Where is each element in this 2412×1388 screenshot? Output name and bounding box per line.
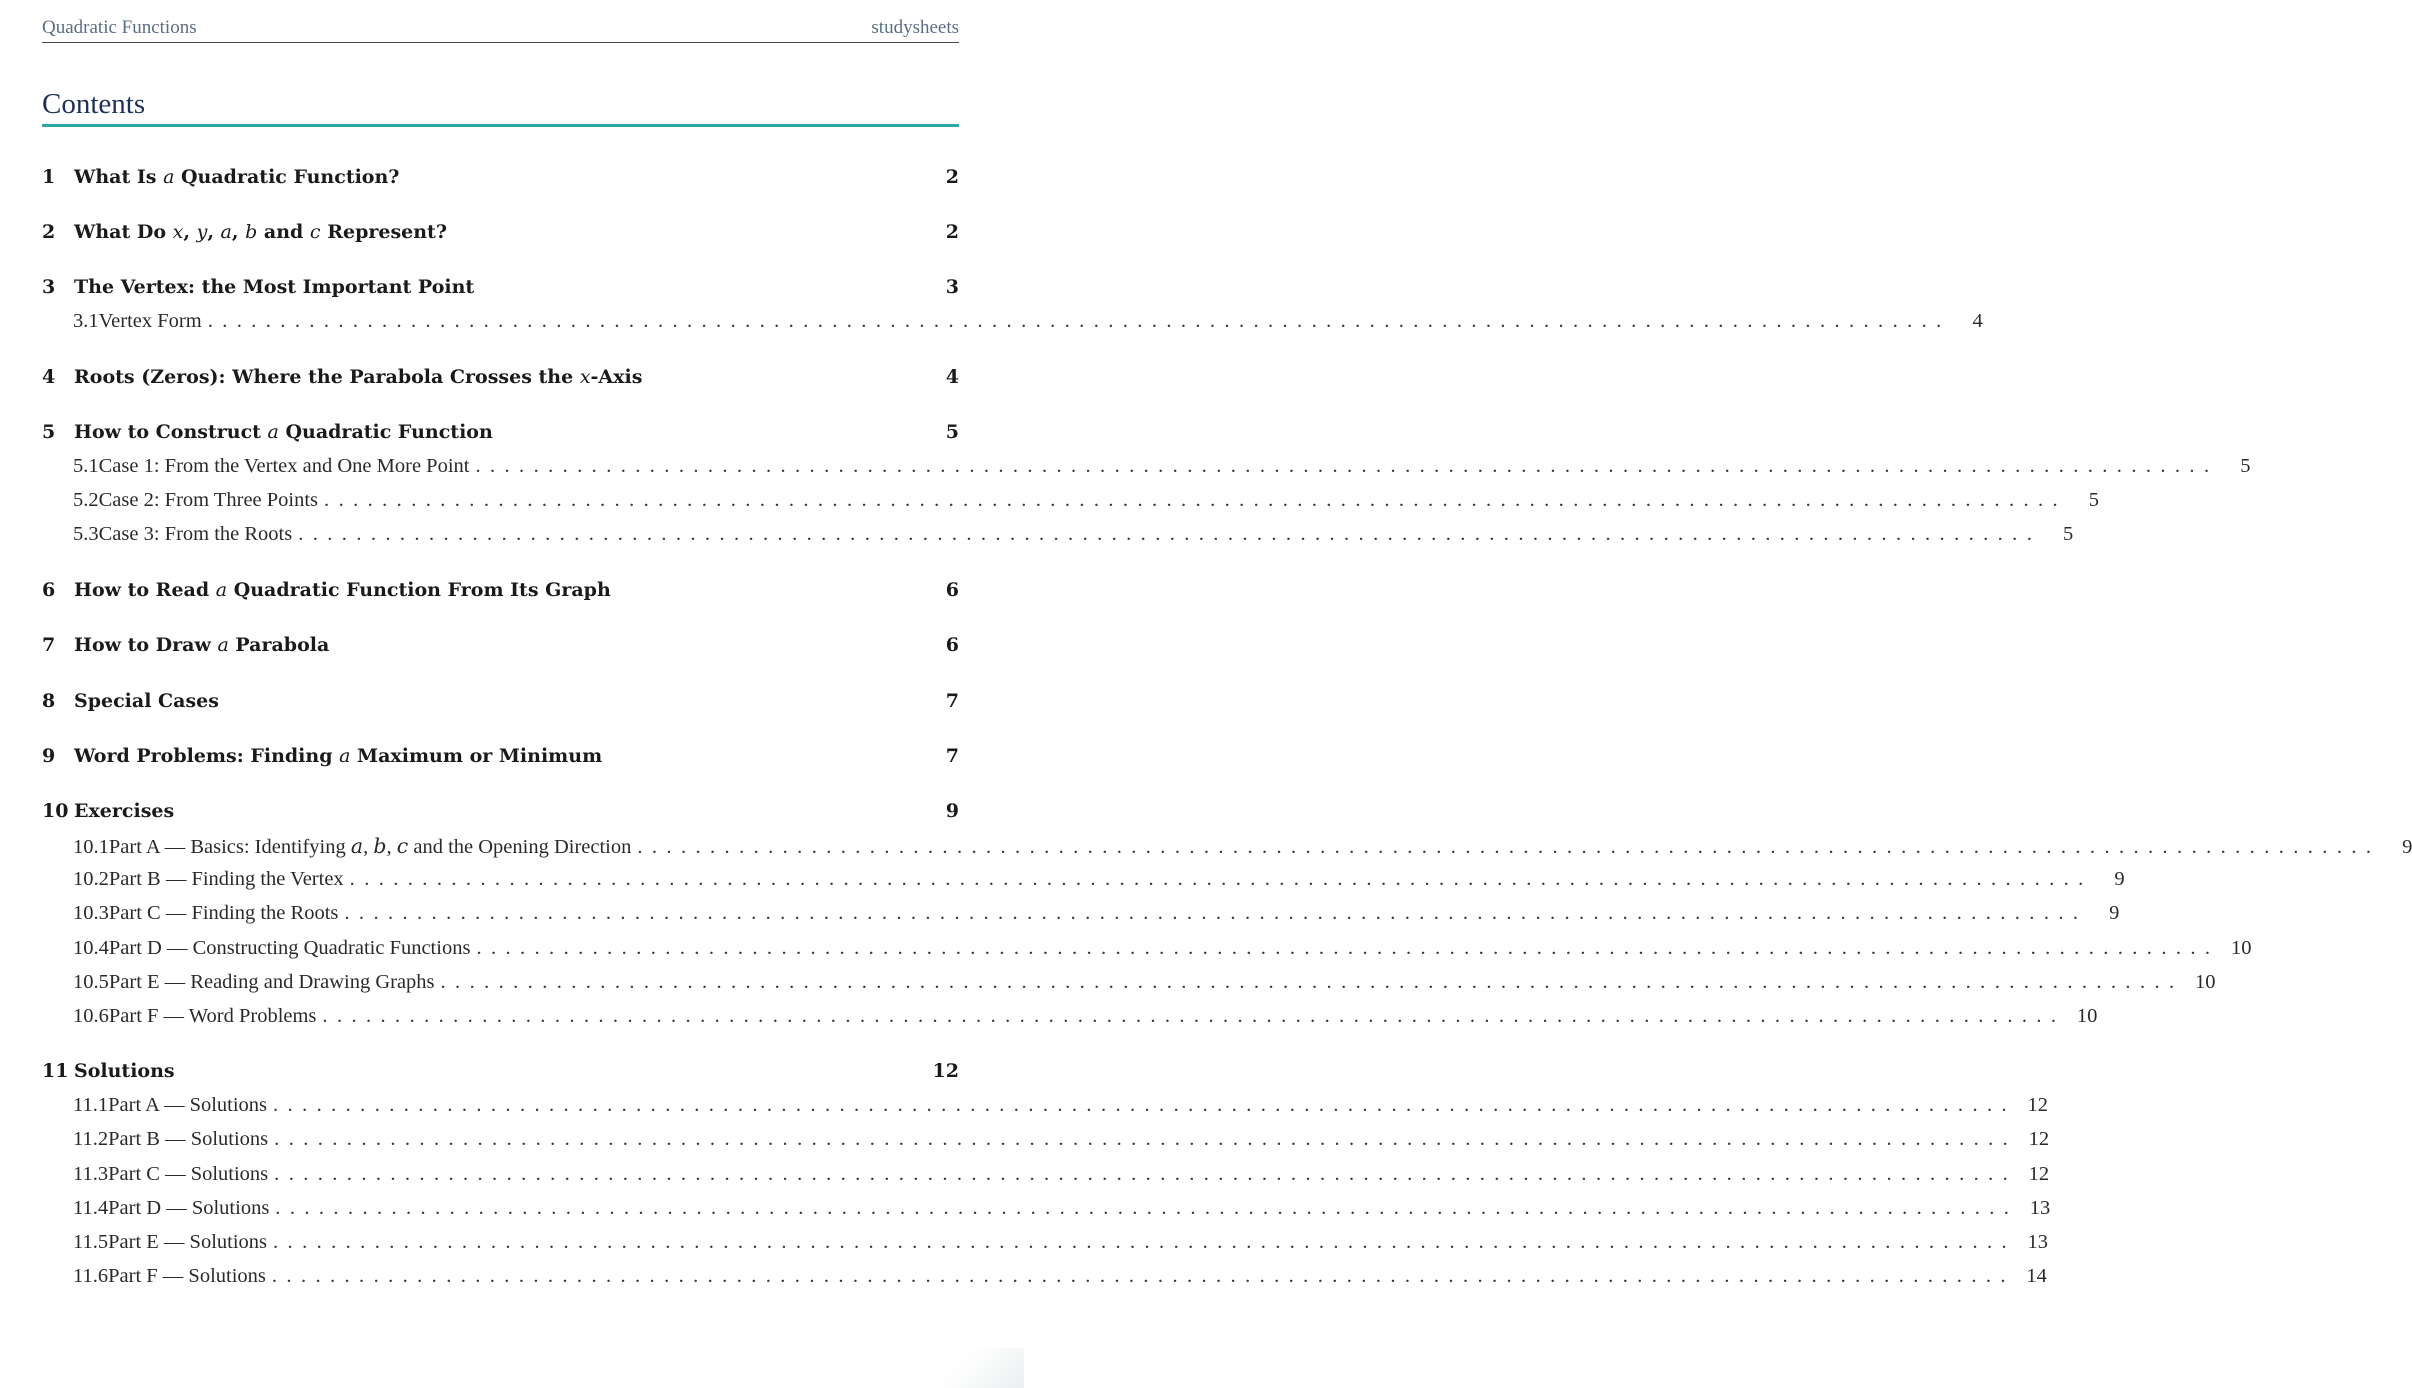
- toc-entry-title: Part C — Finding the Roots: [108, 902, 339, 924]
- toc-subsection-entry[interactable]: [42, 834, 2412, 864]
- toc-entry-number: 10: [42, 800, 69, 822]
- toc-entry-page-number: 7: [945, 690, 959, 712]
- toc-subsection-entry[interactable]: [42, 489, 2100, 519]
- toc-entry-title: Exercises: [74, 800, 175, 822]
- toc-entry-number: 10.2: [73, 868, 109, 890]
- toc-entry-page-number: 4: [1972, 310, 1983, 332]
- toc-entry-title: How to Construct a Quadratic Function: [74, 421, 493, 443]
- toc-subsection-entry[interactable]: [42, 1163, 2050, 1193]
- toc-section-entry[interactable]: [42, 800, 959, 830]
- toc-entry-title: Word Problems: Finding a Maximum or Minimum: [74, 745, 603, 767]
- toc-entry-number: 3.1: [73, 310, 99, 332]
- toc-entry-page-number: 2: [945, 166, 959, 188]
- toc-entry-number: 6: [42, 579, 56, 601]
- toc-entry-number: 11.1: [73, 1094, 109, 1116]
- toc-entry-page-number: 9: [945, 800, 959, 822]
- toc-entry-number: 10.6: [73, 1005, 109, 1027]
- contents-heading: Contents: [42, 88, 959, 127]
- toc-entry-number: 9: [42, 745, 56, 767]
- toc-entry-page-number: 10: [2076, 1005, 2098, 1027]
- toc-entry-title: Part D — Solutions: [108, 1197, 270, 1219]
- toc-entry-number: 11.6: [73, 1265, 109, 1287]
- toc-subsection-entry[interactable]: [42, 1197, 2051, 1227]
- dot-leader: ........................................................................................................................: [637, 836, 2381, 858]
- toc-entry-title: Part F — Solutions: [108, 1265, 266, 1287]
- toc-entry-title: Solutions: [74, 1060, 175, 1082]
- toc-entry-page-number: 4: [945, 366, 959, 388]
- toc-entry-page-number: 10: [2195, 971, 2216, 993]
- toc-subsection-entry[interactable]: [42, 868, 2125, 898]
- toc-entry-page-number: 3: [945, 276, 959, 298]
- dot-leader: ........................................................................................................................: [271, 1265, 2015, 1287]
- toc-entry-page-number: 5: [2088, 489, 2100, 511]
- toc-subsection-entry[interactable]: [42, 1094, 2049, 1124]
- running-header: [42, 16, 959, 43]
- toc-entry-number: 5: [42, 421, 56, 443]
- toc-entry-title: Case 3: From the Roots: [98, 523, 293, 545]
- toc-entry-page-number: 12: [2028, 1163, 2050, 1185]
- toc-entry-title: How to Read a Quadratic Function From Its Graph: [74, 579, 611, 601]
- toc-subsection-entry[interactable]: [42, 1005, 2098, 1035]
- dot-leader: ........................................................................................................................: [275, 1197, 2019, 1219]
- toc-entry-page-number: 12: [2027, 1094, 2049, 1116]
- dot-leader: ........................................................................................................................: [349, 868, 2093, 890]
- header-document-title: Quadratic Functions: [42, 17, 197, 38]
- toc-entry-page-number: 7: [945, 745, 959, 767]
- toc-entry-title: Part C — Solutions: [108, 1163, 269, 1185]
- toc-entry-page-number: 9: [2402, 836, 2412, 858]
- dot-leader: ........................................................................................................................: [207, 310, 1951, 332]
- toc-entry-page-number: 12: [2028, 1128, 2050, 1150]
- toc-section-entry[interactable]: [42, 634, 959, 664]
- dot-leader: ........................................................................................................................: [273, 1094, 2017, 1116]
- toc-entry-title: Part E — Solutions: [108, 1231, 268, 1253]
- toc-section-entry[interactable]: [42, 745, 959, 775]
- toc-entry-number: 11: [42, 1060, 69, 1082]
- toc-entry-number: 7: [42, 634, 56, 656]
- toc-entry-page-number: 10: [2230, 937, 2252, 959]
- toc-entry-page-number: 5: [2240, 455, 2251, 477]
- dot-leader: ........................................................................................................................: [322, 1005, 2066, 1027]
- toc-entry-number: 3: [42, 276, 56, 298]
- dot-leader: ........................................................................................................................: [476, 937, 2220, 959]
- dot-leader: ........................................................................................................................: [274, 1128, 2018, 1150]
- toc-entry-title: Roots (Zeros): Where the Parabola Crosses the x-Axis: [74, 366, 643, 388]
- toc-section-entry[interactable]: [42, 579, 959, 609]
- dot-leader: ........................................................................................................................: [440, 971, 2184, 993]
- toc-entry-number: 11.3: [73, 1163, 109, 1185]
- toc-entry-number: 11.5: [73, 1231, 109, 1253]
- toc-entry-page-number: 9: [2114, 868, 2125, 890]
- toc-entry-title: Case 2: From Three Points: [98, 489, 319, 511]
- toc-entry-page-number: 13: [2029, 1197, 2051, 1219]
- toc-section-entry[interactable]: [42, 421, 959, 451]
- toc-subsection-entry[interactable]: [42, 1128, 2050, 1158]
- dot-leader: ........................................................................................................................: [344, 902, 2088, 924]
- toc-entry-title: Part E — Reading and Drawing Graphs: [108, 971, 435, 993]
- toc-entry-page-number: 2: [945, 221, 959, 243]
- toc-entry-page-number: 6: [945, 579, 959, 601]
- dot-leader: ........................................................................................................................: [273, 1231, 2017, 1253]
- toc-section-entry[interactable]: [42, 276, 959, 306]
- toc-entry-title: The Vertex: the Most Important Point: [74, 276, 475, 298]
- toc-entry-number: 11.2: [73, 1128, 109, 1150]
- toc-entry-page-number: 6: [945, 634, 959, 656]
- toc-entry-number: 8: [42, 690, 56, 712]
- toc-entry-title: Part D — Constructing Quadratic Functions: [108, 937, 471, 959]
- toc-section-entry[interactable]: [42, 690, 959, 720]
- toc-entry-title: Special Cases: [74, 690, 219, 712]
- toc-section-entry[interactable]: [42, 221, 959, 251]
- dot-leader: ........................................................................................................................: [324, 489, 2068, 511]
- toc-section-entry[interactable]: [42, 366, 959, 396]
- toc-subsection-entry[interactable]: [42, 523, 2074, 553]
- toc-entry-number: 5.2: [73, 489, 99, 511]
- dot-leader: ........................................................................................................................: [475, 455, 2219, 477]
- toc-entry-title: Case 1: From the Vertex and One More Point: [98, 455, 470, 477]
- toc-entry-title: Vertex Form: [98, 310, 202, 332]
- toc-entry-number: 10.3: [73, 902, 109, 924]
- toc-entry-title: Part A — Basics: Identifying a, b, c and the Opening Direction: [108, 834, 632, 858]
- toc-subsection-entry[interactable]: [42, 310, 1983, 340]
- toc-entry-title: How to Draw a Parabola: [74, 634, 330, 656]
- toc-entry-page-number: 5: [2062, 523, 2074, 545]
- toc-section-entry[interactable]: [42, 1060, 959, 1090]
- toc-entry-title: What Do x, y, a, b and c Represent?: [74, 221, 447, 243]
- toc-subsection-entry[interactable]: [42, 1231, 2049, 1261]
- toc-entry-number: 2: [42, 221, 56, 243]
- toc-entry-title: Part F — Word Problems: [108, 1005, 317, 1027]
- dot-leader: ........................................................................................................................: [298, 523, 2042, 545]
- toc-entry-page-number: 13: [2027, 1231, 2049, 1253]
- page-corner-shadow: [914, 1348, 1024, 1388]
- toc-entry-number: 1: [42, 166, 56, 188]
- toc-entry-number: 4: [42, 366, 56, 388]
- toc-subsection-entry[interactable]: [42, 1265, 2047, 1295]
- toc-entry-page-number: 5: [945, 421, 959, 443]
- toc-entry-page-number: 14: [2026, 1265, 2047, 1287]
- toc-subsection-entry[interactable]: [42, 971, 2216, 1001]
- dot-leader: ........................................................................................................................: [274, 1163, 2018, 1185]
- toc-subsection-entry[interactable]: [42, 902, 2120, 932]
- toc-entry-number: 10.5: [73, 971, 109, 993]
- toc-entry-title: Part B — Finding the Vertex: [108, 868, 344, 890]
- toc-entry-title: What Is a Quadratic Function?: [74, 166, 400, 188]
- header-publisher: studysheets: [871, 17, 959, 38]
- toc-entry-title: Part B — Solutions: [108, 1128, 269, 1150]
- toc-entry-title: Part A — Solutions: [108, 1094, 268, 1116]
- toc-entry-number: 5.3: [73, 523, 99, 545]
- toc-entry-number: 10.1: [73, 836, 109, 858]
- toc-subsection-entry[interactable]: [42, 937, 2252, 967]
- toc-entry-page-number: 9: [2109, 902, 2120, 924]
- toc-entry-page-number: 12: [932, 1060, 959, 1082]
- toc-entry-number: 11.4: [73, 1197, 109, 1219]
- toc-entry-number: 10.4: [73, 937, 109, 959]
- toc-section-entry[interactable]: [42, 166, 959, 196]
- toc-subsection-entry[interactable]: [42, 455, 2251, 485]
- toc-entry-number: 5.1: [73, 455, 99, 477]
